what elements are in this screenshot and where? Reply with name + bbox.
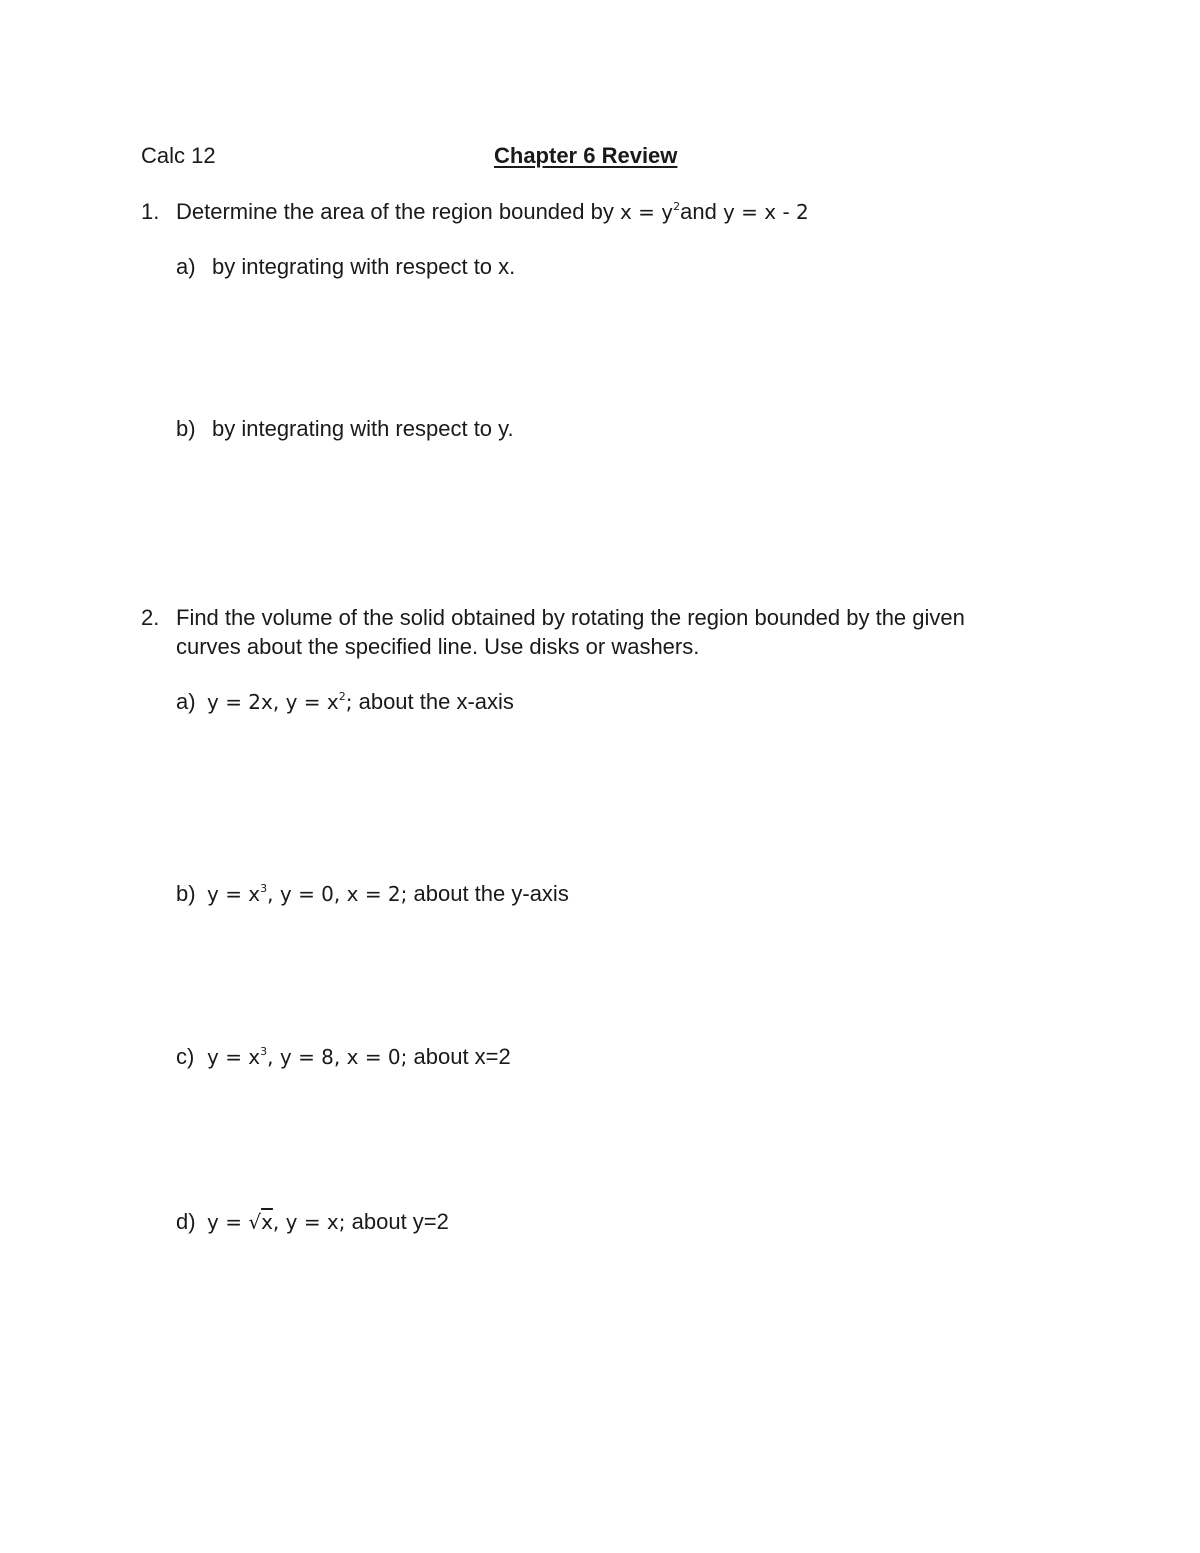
question-2c-text xyxy=(207,1043,511,1071)
question-2d-axis: about y=2 xyxy=(345,1209,449,1234)
question-1b-text: by integrating with respect to y. xyxy=(212,416,514,441)
question-2-number: 2. xyxy=(141,605,160,630)
question-2b-axis: about the y-axis xyxy=(407,881,569,906)
question-2a-math-tail: ; xyxy=(345,690,353,714)
question-1-connector: and xyxy=(680,199,717,224)
question-2c-math xyxy=(207,1045,407,1069)
question-2a-math-base: y = 2x, y = x xyxy=(207,690,339,714)
question-1-prompt: Determine the area of the region bounded by xyxy=(176,199,614,224)
question-2d-math-base: y = xyxy=(207,1210,249,1234)
question-2d-radicand: x xyxy=(261,1210,273,1234)
question-1-equation-1 xyxy=(620,200,680,224)
question-2d-label: d) xyxy=(176,1209,196,1234)
question-2c-math-tail: , y = 8, x = 0; xyxy=(267,1045,408,1069)
question-2-line-2: curves about the specified line. Use disks or washers. xyxy=(176,634,700,659)
question-2d-math-tail: , y = x; xyxy=(272,1210,346,1234)
question-2a-text xyxy=(207,688,514,716)
question-2c-axis: about x=2 xyxy=(407,1044,511,1069)
question-2b-math-base: y = x xyxy=(207,882,261,906)
question-2d-math xyxy=(207,1210,346,1234)
question-2c-exponent: 3 xyxy=(260,1045,268,1058)
question-1a-text: by integrating with respect to x. xyxy=(212,254,516,279)
question-1a-label: a) xyxy=(176,254,196,279)
question-2c-math-base: y = x xyxy=(207,1045,261,1069)
equation-1-base: x = y xyxy=(619,200,674,224)
question-2a-label: a) xyxy=(176,689,196,714)
page-title: Chapter 6 Review xyxy=(494,143,678,168)
equation-1-exponent: 2 xyxy=(673,200,681,213)
question-2d-text xyxy=(207,1208,449,1236)
question-2b-math xyxy=(207,882,407,906)
course-name: Calc 12 xyxy=(141,143,216,168)
question-2a-axis: about the x-axis xyxy=(352,689,514,714)
question-1-number: 1. xyxy=(141,199,160,224)
question-2-line-1: Find the volume of the solid obtained by rotating the region bounded by the given xyxy=(176,605,965,630)
question-2b-text xyxy=(207,880,569,908)
question-2a-exponent: 2 xyxy=(338,690,346,703)
question-2b-label: b) xyxy=(176,881,196,906)
question-1-equation-2: y = x - 2 xyxy=(722,200,809,224)
question-2a-math xyxy=(207,690,352,714)
question-1b-label: b) xyxy=(176,416,196,441)
question-2b-math-tail: , y = 0, x = 2; xyxy=(267,882,408,906)
question-1-text xyxy=(176,198,809,226)
square-root-icon: √ xyxy=(248,1210,262,1234)
question-2b-exponent: 3 xyxy=(260,882,268,895)
question-2c-label: c) xyxy=(176,1044,195,1069)
